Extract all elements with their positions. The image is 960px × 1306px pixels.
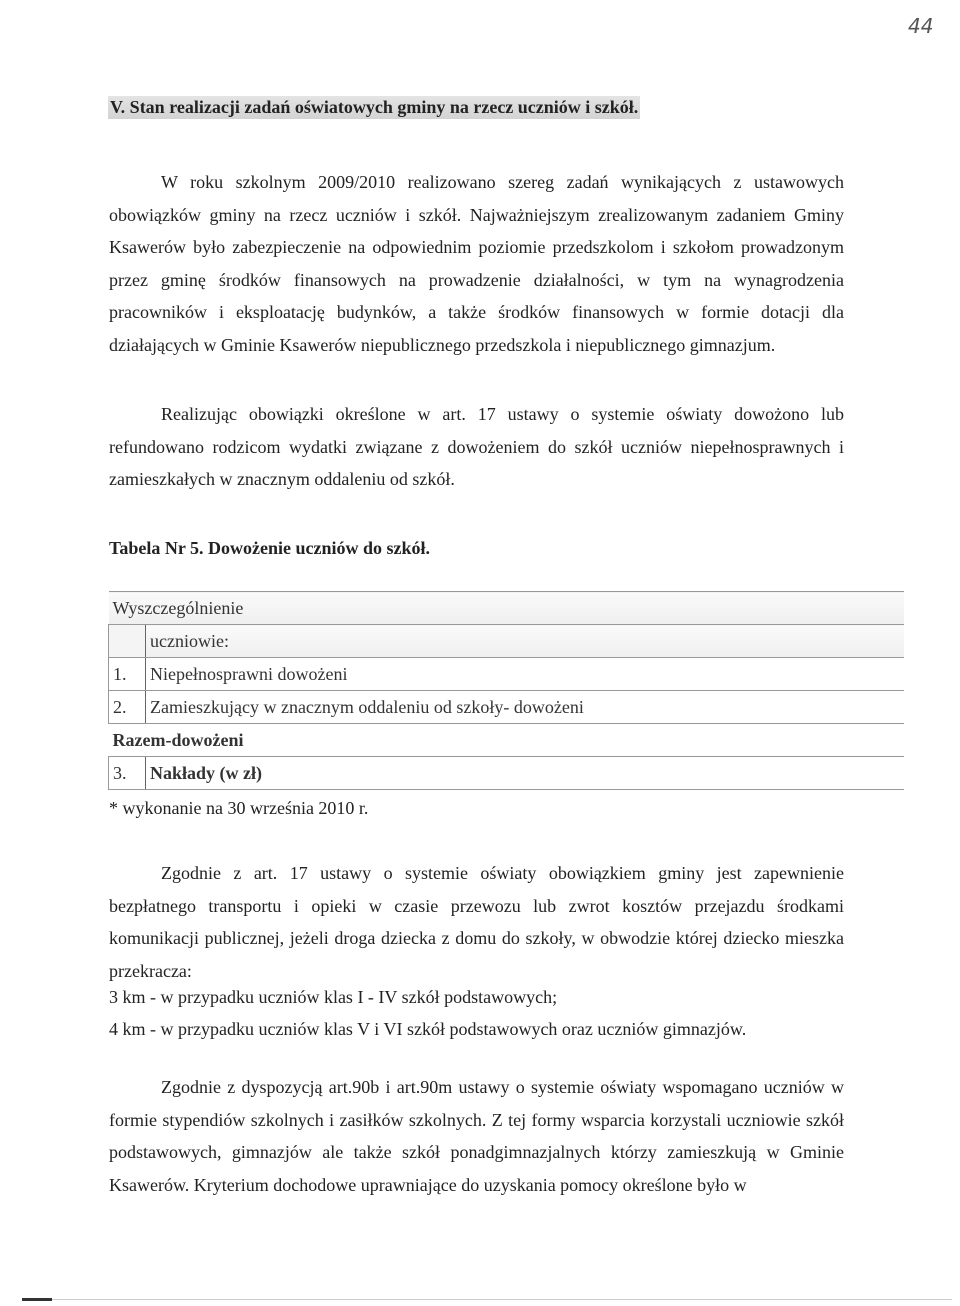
table-num-cell: 2. xyxy=(109,691,146,724)
table-header-row xyxy=(109,592,905,625)
paragraph-transport: Realizując obowiązki określone w art. 17 ustawy o systemie oświaty dowożono lub refundowano rodzicom wydatki związane z dowożeniem do szkół uczniów niepełnosprawnych i zamieszkałych w znacznym oddaleniu od szkół. xyxy=(109,404,844,489)
table-header-cell: Wyszczególnienie xyxy=(109,592,905,625)
transport-table xyxy=(108,591,904,790)
paragraph-obligation: Zgodnie z art. 17 ustawy o systemie oświaty obowiązkiem gminy jest zapewnienie bezpłatnego transportu i opieki w czasie przewozu lub zwrot kosztów przejazdu środkami komunikacji publicznej, jeżeli droga dziecka z domu do szkoły, w obwodzie której dziecko mieszka przekracza: xyxy=(109,863,844,981)
table-subheader-cell: uczniowie: xyxy=(146,625,905,658)
distance-rule-1: 3 km - w przypadku uczniów klas I - IV szkół podstawowych; xyxy=(109,987,558,1007)
table-total-cell: Razem-dowożeni xyxy=(109,724,905,757)
table-footnote: * wykonanie na 30 września 2010 r. xyxy=(109,798,369,818)
page-number: 44 xyxy=(908,14,934,38)
table-label-cell: Nakłady (w zł) xyxy=(146,757,905,790)
table-row xyxy=(109,757,905,790)
table-row xyxy=(109,658,905,691)
table-subheader-row xyxy=(109,625,905,658)
distance-rule-2: 4 km - w przypadku uczniów klas V i VI szkół podstawowych oraz uczniów gimnazjów. xyxy=(109,1019,747,1039)
table-num-cell: 1. xyxy=(109,658,146,691)
table-total-row xyxy=(109,724,905,757)
table-title: Tabela Nr 5. Dowożenie uczniów do szkół. xyxy=(109,538,431,558)
table-row xyxy=(109,691,905,724)
bottom-rule-line xyxy=(52,1299,952,1300)
paragraph-intro: W roku szkolnym 2009/2010 realizowano szereg zadań wynikających z ustawowych obowiązków gminy na rzecz uczniów i szkół. Najważniejszym zrealizowanym zadaniem Gminy Ksawerów było zabezpieczenie na odpowiednim poziomie przedszkolom i szkołom prowadzonym przez gminę środków finansowych na prowadzenie działalności, w tym na wynagrodzenia pracowników i eksploatację budynków, a także środków finansowych w formie dotacji dla działających w Gminie Ksawerów niepublicznego przedszkola i niepublicznego gimnazjum. xyxy=(109,172,844,355)
paragraph-scholarships: Zgodnie z dyspozycją art.90b i art.90m ustawy o systemie oświaty wspomagano uczniów w formie stypendiów szkolnych i zasiłków szkolnych. Z tej formy wsparcia korzystali uczniowie szkół podstawowych, gimnazjów ale także szkół ponadgimnazjalnych którzy zamieszkują w Gminie Ksawerów. Kryterium dochodowe uprawniające do uzyskania pomocy określone było w xyxy=(109,1077,844,1195)
table-label-cell: Zamieszkujący w znacznym oddaleniu od szkoły- dowożeni xyxy=(146,691,905,724)
section-heading: V. Stan realizacji zadań oświatowych gminy na rzecz uczniów i szkół. xyxy=(110,97,639,117)
table-num-cell xyxy=(109,625,146,658)
table-label-cell: Niepełnosprawni dowożeni xyxy=(146,658,905,691)
table-num-cell: 3. xyxy=(109,757,146,790)
bottom-rule xyxy=(22,1298,52,1301)
